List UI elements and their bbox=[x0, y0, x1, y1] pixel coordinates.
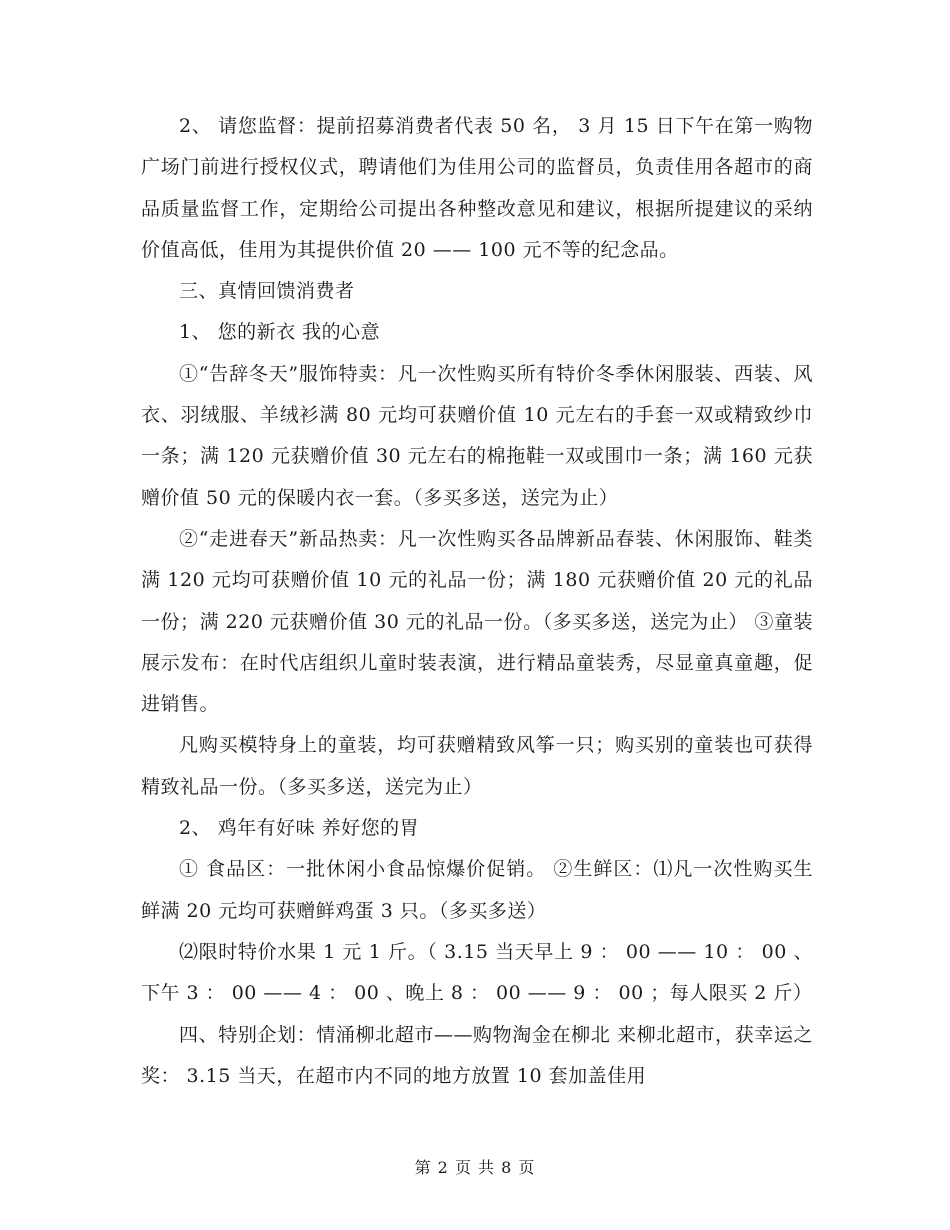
paragraph-winter-sale: ①“告辞冬天”服饰特卖：凡一次性购买所有特价冬季休闲服装、西装、风衣、羽绒服、羊绒衫满 80 元均可获赠价值 10 元左右的手套一双或精致纱巾一条；满 120 元获赠价值 30 元左右的棉拖鞋一双或围巾一条；满 160 元获赠价值 50 元的保暖内衣一套。（多买多送，送完为止） bbox=[141, 362, 813, 509]
heading-good-taste: 2、 鸡年有好味 养好您的胃 bbox=[179, 817, 420, 840]
paragraph-fruit-special: ⑵限时特价水果 1 元 1 斤。（ 3.15 当天早上 9 ： 00 —— 10 ： 00 、下午 3 ： 00 —— 4 ： 00 、晚上 8 ： 00 —— 9 ： 00 ；每人限买 2 斤） bbox=[141, 940, 813, 1005]
paragraph-spring-sale: ②“走进春天”新品热卖：凡一次性购买各品牌新品春装、休闲服饰、鞋类满 120 元均可获赠价值 10 元的礼品一份；满 180 元获赠价值 20 元的礼品一份；满 220 元获赠价值 30 元的礼品一份。（多买多送，送完为止） ③童装展示发布：在时代店组织儿童时装表演，进行精品童装秀，尽显童真童趣，促进销售。 bbox=[141, 527, 813, 716]
paragraph-food-area: ① 食品区：一批休闲小食品惊爆价促销。 ②生鲜区：⑴凡一次性购买生鲜满 20 元均可获赠鲜鸡蛋 3 只。（多买多送） bbox=[141, 858, 813, 922]
paragraph-special-plan: 四、特别企划：情涌柳北超市——购物淘金在柳北 来柳北超市，获幸运之奖： 3.15 当天，在超市内不同的地方放置 10 套加盖佳用 bbox=[141, 1023, 813, 1087]
paragraph-supervision: 2、 请您监督：提前招募消费者代表 50 名， 3 月 15 日下午在第一购物广场门前进行授权仪式，聘请他们为佳用公司的监督员，负责佳用各超市的商品质量监督工作，定期给公司提出各种整改意见和建议，根据所提建议的采纳价值高低，佳用为其提供价值 20 —— 100 元不等的纪念品。 bbox=[141, 115, 813, 261]
page-footer: 第 2 页 共 8 页 bbox=[414, 1158, 536, 1177]
heading-section-three: 三、真情回馈消费者 bbox=[179, 280, 355, 303]
heading-new-clothes: 1、 您的新衣 我的心意 bbox=[179, 321, 381, 344]
paragraph-kids-clothing: 凡购买模特身上的童装，均可获赠精致风筝一只；购买别的童装也可获得精致礼品一份。（多买多送，送完为止） bbox=[141, 734, 813, 798]
document-body bbox=[141, 106, 813, 1097]
